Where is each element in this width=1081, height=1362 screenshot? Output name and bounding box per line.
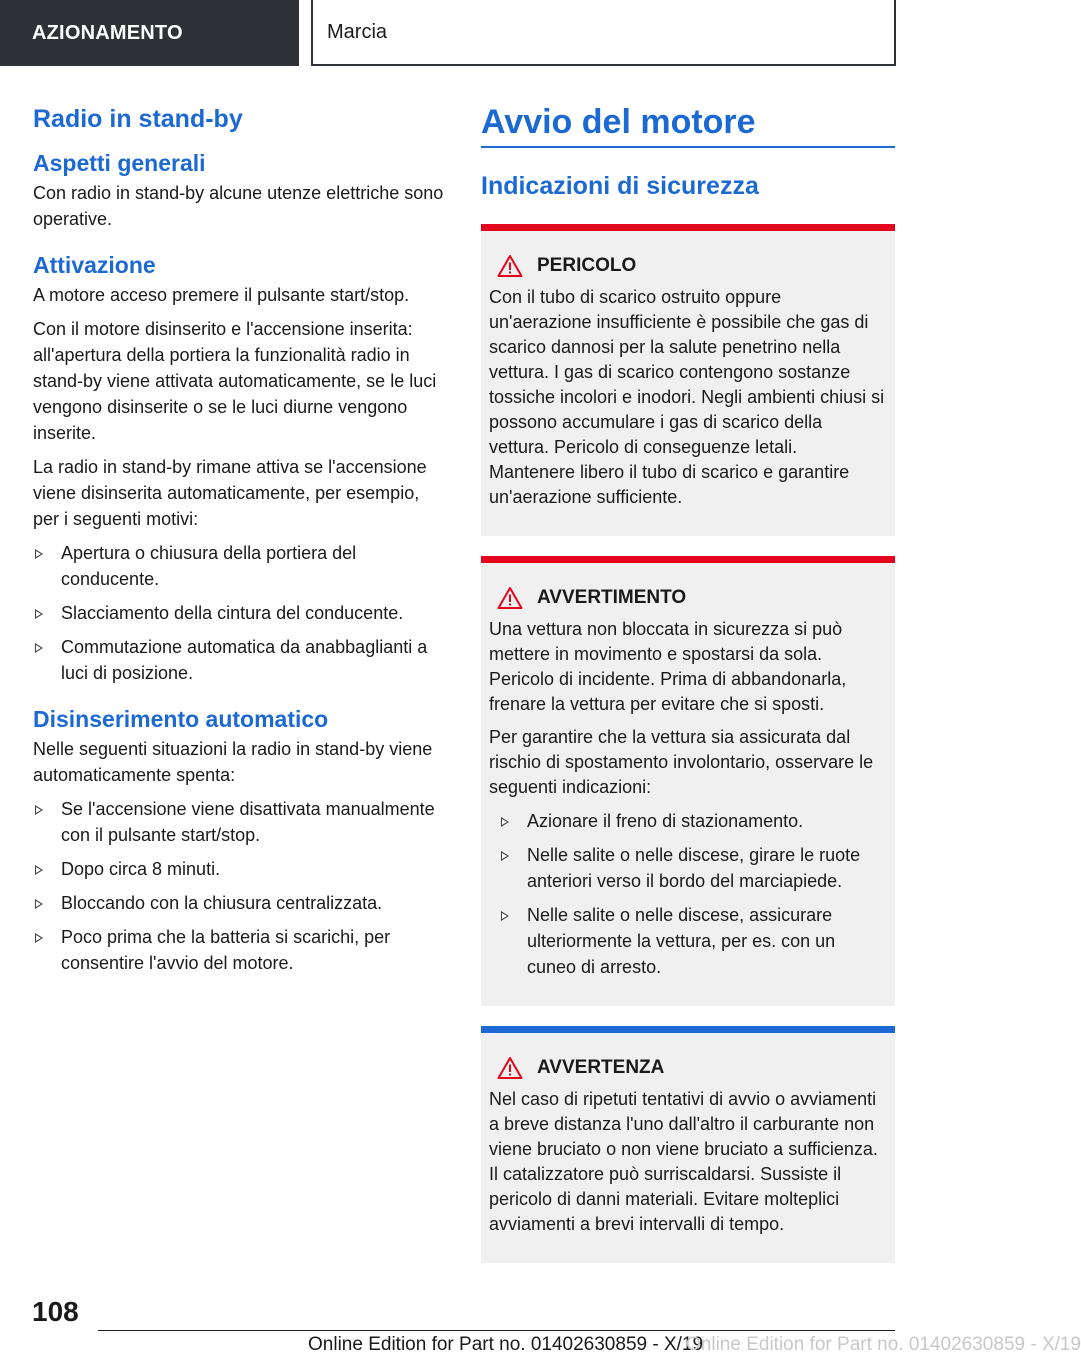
warning-header bbox=[489, 583, 887, 613]
bullet-triangle-icon bbox=[35, 609, 43, 619]
safety-heading: Indicazioni di sicurezza bbox=[481, 172, 759, 200]
activation-p3: La radio in stand-by rimane attiva se l'accensione viene disinserita automaticamente, per esempio, per i seguenti motivi: bbox=[33, 457, 427, 529]
bullet-triangle-icon bbox=[35, 643, 43, 653]
warning-label: AVVERTIMENTO bbox=[537, 587, 687, 608]
left-column bbox=[33, 100, 447, 984]
warning-p1: Una vettura non bloccata in sicurezza si può mettere in movimento e spostarsi da sola. Pericolo di incidente. Prima di abbandonarla, frenare la vettura per evitare che si sposti. bbox=[489, 619, 847, 714]
right-column bbox=[481, 100, 895, 1283]
auto-off-text: Nelle seguenti situazioni la radio in stand-by viene automaticamente spenta: bbox=[33, 739, 433, 785]
bullet-triangle-icon bbox=[35, 933, 43, 943]
danger-header bbox=[489, 251, 887, 281]
list-item: Slacciamento della cintura del conducente. bbox=[33, 600, 447, 626]
caution-label: AVVERTENZA bbox=[537, 1057, 665, 1078]
list-item: Nelle salite o nelle discese, assicurare ulteriormente la vettura, per es. con un cuneo di arresto. bbox=[499, 902, 887, 980]
subheading-general: Aspetti generali bbox=[33, 150, 206, 176]
warning-triangle-icon bbox=[497, 586, 523, 610]
danger-bar bbox=[481, 224, 895, 231]
warning-p2: Per garantire che la vettura sia assicurata dal rischio di spostamento involontario, osservare le seguenti indicazioni: bbox=[489, 727, 874, 797]
bullet-triangle-icon bbox=[35, 899, 43, 909]
warning-box bbox=[481, 556, 895, 1006]
caution-text: Nel caso di ripetuti tentativi di avvio o avviamenti a breve distanza l'uno dall'altro il carburante non viene bruciato o non viene bruciato a sufficienza. Il catalizzatore può surriscaldarsi. Sussiste il pericolo di danni materiali. Evitare molteplici avviamenti a brevi intervalli di tempo. bbox=[489, 1089, 878, 1234]
warning-triangle-icon bbox=[497, 254, 523, 278]
caution-bar bbox=[481, 1026, 895, 1033]
bullet-triangle-icon bbox=[35, 805, 43, 815]
danger-label: PERICOLO bbox=[537, 255, 637, 276]
warning-list bbox=[489, 808, 887, 980]
chapter-tab: Marcia bbox=[311, 0, 896, 66]
caution-box bbox=[481, 1026, 895, 1263]
danger-box bbox=[481, 224, 895, 536]
activation-p1: A motore acceso premere il pulsante start/stop. bbox=[33, 285, 410, 305]
bullet-triangle-icon bbox=[35, 549, 43, 559]
list-item: Azionare il freno di stazionamento. bbox=[499, 808, 887, 834]
list-item: Dopo circa 8 minuti. bbox=[33, 856, 447, 882]
danger-text: Con il tubo di scarico ostruito oppure un'aerazione insufficiente è possibile che gas di scarico dannosi per la salute penetrino nella vettura. I gas di scarico contengono sostanze tossiche incolori e inodori. Negli ambienti chiusi si possono accumulare i gas di scarico della vettura. Pericolo di conseguenze letali. Mantenere libero il tubo di scarico e garantire un'aerazione sufficiente. bbox=[489, 287, 885, 507]
subheading-auto-off: Disinserimento automatico bbox=[33, 706, 329, 732]
watermark: Online Edition for Part no. 01402630859 - X/19 bbox=[686, 1334, 1081, 1355]
warning-triangle-icon bbox=[497, 1056, 523, 1080]
footer-rule bbox=[98, 1330, 895, 1331]
list-item: Nelle salite o nelle discese, girare le ruote anteriori verso il bordo del marciapiede. bbox=[499, 842, 887, 894]
section-title-radio: Radio in stand-by bbox=[33, 105, 243, 133]
list-item: Apertura o chiusura della portiera del conducente. bbox=[33, 540, 447, 592]
caution-header bbox=[489, 1053, 887, 1083]
list-item: Bloccando con la chiusura centralizzata. bbox=[33, 890, 447, 916]
warning-bar bbox=[481, 556, 895, 563]
bullet-triangle-icon bbox=[501, 851, 509, 861]
bullet-triangle-icon bbox=[501, 817, 509, 827]
main-title-engine-start: Avvio del motore bbox=[481, 103, 756, 141]
list-item: Poco prima che la batteria si scarichi, per consentire l'avvio del motore. bbox=[33, 924, 447, 976]
subheading-activation: Attivazione bbox=[33, 252, 156, 278]
general-text: Con radio in stand-by alcune utenze elettriche sono operative. bbox=[33, 183, 444, 229]
title-rule bbox=[481, 146, 895, 148]
list-item: Commutazione automatica da anabbaglianti a luci di posizione. bbox=[33, 634, 447, 686]
edition-text: Online Edition for Part no. 01402630859 - X/19 bbox=[308, 1334, 704, 1355]
list-item: Se l'accensione viene disattivata manualmente con il pulsante start/stop. bbox=[33, 796, 447, 848]
auto-off-list bbox=[33, 796, 447, 976]
section-tab: AZIONAMENTO bbox=[0, 0, 299, 66]
activation-list bbox=[33, 540, 447, 686]
page-header bbox=[0, 0, 960, 66]
activation-p2: Con il motore disinserito e l'accensione inserita: all'apertura della portiera la funzionalità radio in stand-by viene attivata automaticamente, se le luci vengono disinserite o se le luci diurne vengono inserite. bbox=[33, 319, 437, 443]
bullet-triangle-icon bbox=[501, 911, 509, 921]
bullet-triangle-icon bbox=[35, 865, 43, 875]
page-number: 108 bbox=[32, 1296, 79, 1327]
